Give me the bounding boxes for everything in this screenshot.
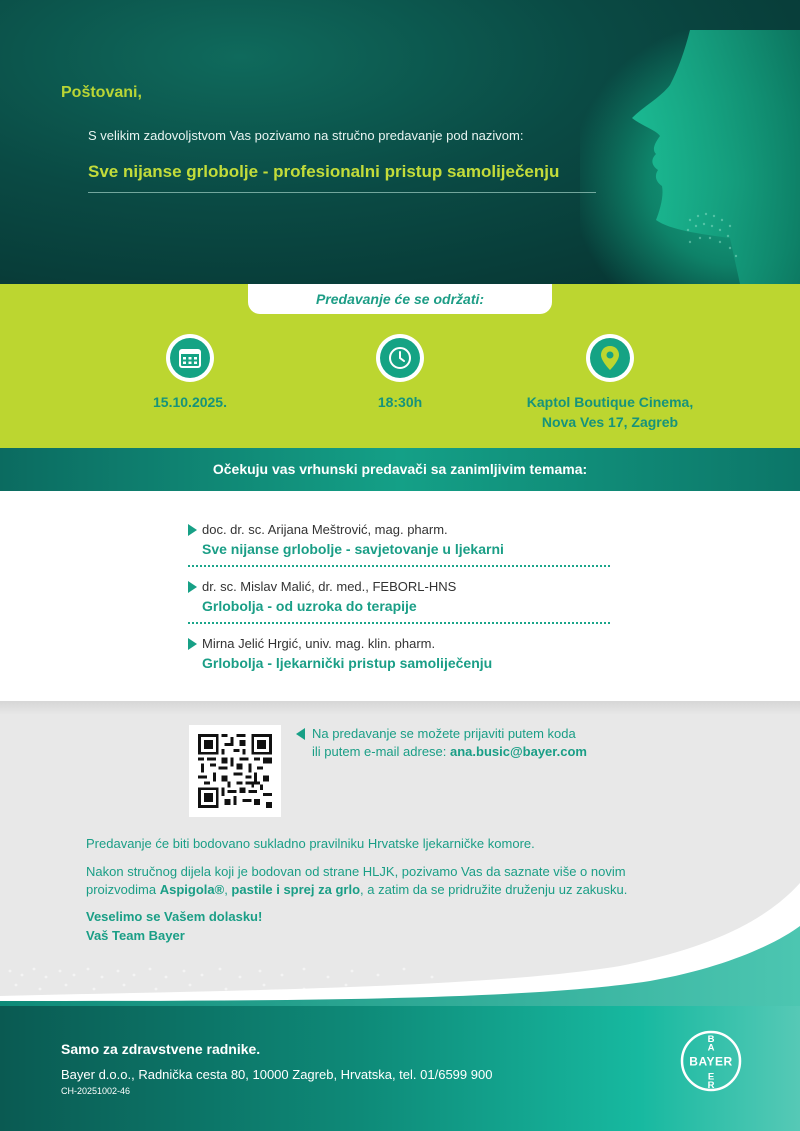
clock-icon [380,338,420,378]
venue-line-2: Nova Ves 17, Zagreb [541,414,679,430]
hcp-only-notice: Samo za zdravstvene radnike. [61,1041,261,1057]
event-date-text: 15.10.2025. [153,394,227,410]
event-venue [500,334,720,432]
svg-text:BAYER: BAYER [689,1054,733,1069]
registration-section [0,701,800,1006]
event-time-text: 18:30h [377,394,423,410]
dotted-divider [188,565,610,567]
speaker-name: doc. dr. sc. Arijana Meštrović, mag. pharm. [202,522,448,537]
list-item [188,578,610,624]
closing-line-2: Vaš Team Bayer [86,928,185,943]
speaker-name: Mirna Jelić Hrgić, univ. mag. klin. pharm. [202,636,436,651]
svg-text:B: B [707,1034,715,1045]
event-time [340,334,460,412]
product-brand: Aspigola® [159,882,225,897]
speaker-name: dr. sc. Mislav Malić, dr. med., FEBORL-HNS [202,579,457,594]
footer [0,1006,800,1131]
speaker-topic: Sve nijanse grlobolje - savjetovanje u ljekarni [202,541,504,557]
company-address: Bayer d.o.o., Radnička cesta 80, 10000 Zagreb, Hrvatska, tel. 01/6599 900 [61,1067,493,1082]
points-note: Predavanje će biti bodovano sukladno pravilniku Hrvatske ljekarničke komore. [86,836,535,851]
intro-text: S velikim zadovoljstvom Vas pozivamo na stručno predavanje pod nazivom: [88,128,524,143]
speaker-topic: Grlobolja - ljekarnički pristup samoliječenju [202,655,493,671]
location-pin-icon [590,338,630,378]
event-heading: Predavanje će se održati: [248,284,552,314]
lecture-title: Sve nijanse grlobolje - profesionalni pristup samoliječenju [88,162,560,181]
triangle-pointer-icon [296,728,305,740]
speakers-heading: Očekuju vas vrhunski predavači sa zanimljivim temama: [0,448,800,491]
face-silhouette-image [630,30,800,284]
venue-line-1: Kaptol Boutique Cinema, [526,394,694,410]
list-item [188,521,610,567]
svg-text:A: A [707,1042,715,1054]
svg-text:R: R [707,1080,715,1091]
triangle-bullet-icon [188,581,197,593]
product-names: pastile i sprej za grlo [231,882,361,897]
registration-info [296,725,587,761]
greeting: Poštovani, [61,84,142,101]
event-date [130,334,250,412]
registration-email-link[interactable]: ana.busic@bayer.com [450,744,587,759]
title-underline [88,192,596,193]
list-item [188,635,610,673]
registration-line-1: Na predavanje se možete prijaviti putem koda [312,726,576,741]
invite-paragraph: Nakon stručnog dijela koji je bodovan od strane HLJK, pozivamo Vas da saznate više o novim proizvodima Aspigola®, pastile i sprej za grlo, a zatim da se pridružite druženju uz zakusku. [86,864,628,897]
calendar-icon [170,338,210,378]
hero-banner [0,0,800,284]
document-code: CH-20251002-46 [61,1086,131,1096]
triangle-bullet-icon [188,638,197,650]
speaker-topic: Grlobolja - od uzroka do terapije [202,598,417,614]
registration-qr-code[interactable] [189,725,281,817]
dotted-divider [188,622,610,624]
event-details-band [0,284,800,448]
bayer-logo [680,1030,742,1092]
svg-text:E: E [707,1071,715,1083]
speakers-list [0,491,800,701]
closing-line-1: Veselimo se Vašem dolasku! [86,909,263,924]
registration-line-2: ili putem e-mail adrese: ana.busic@bayer.com [312,744,587,759]
triangle-bullet-icon [188,524,197,536]
event-venue-text [500,392,720,432]
